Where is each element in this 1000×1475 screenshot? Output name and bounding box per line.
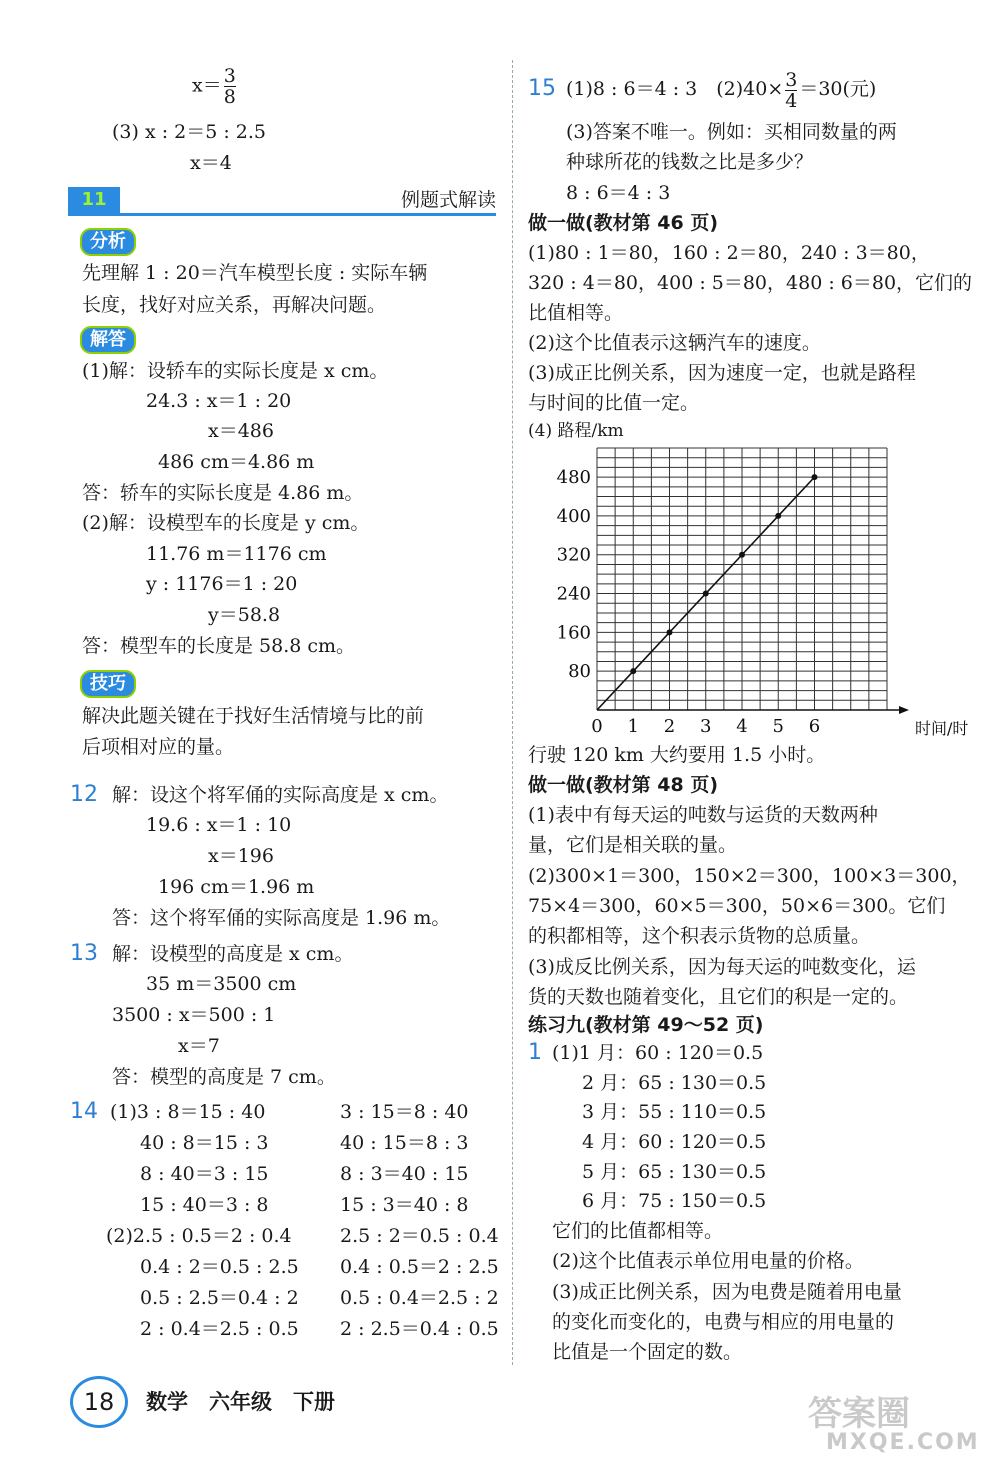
- lian9-line: (3)成正比例关系，因为电费是随着用电量: [552, 1281, 902, 1303]
- question-number: 12: [70, 782, 98, 807]
- q14-line: 8 : 3＝40 : 15: [340, 1163, 469, 1185]
- analysis-text: 先理解 1 : 20＝汽车模型长度 : 实际车辆: [82, 262, 428, 284]
- data-point: [667, 629, 673, 635]
- zuo46-line: 与时间的比值一定。: [528, 392, 700, 414]
- x-equals: x＝: [192, 74, 222, 97]
- zuo48-line: 量，它们是相关联的量。: [528, 834, 738, 856]
- lian9-line: (2)这个比值表示单位用电量的价格。: [552, 1250, 864, 1272]
- q12-line: 196 cm＝1.96 m: [158, 876, 315, 898]
- watermark-logo: 答案圈: [808, 1394, 910, 1434]
- q14-line: (2)2.5 : 0.5＝2 : 0.4: [106, 1225, 292, 1247]
- q14-line: 40 : 15＝8 : 3: [340, 1132, 469, 1154]
- numerator: 3: [223, 65, 236, 87]
- q15-text: (1)8 : 6＝4 : 3 (2)40×: [566, 78, 784, 100]
- answer-line: y＝58.8: [208, 604, 281, 626]
- answer-line: 答：轿车的实际长度是 4.86 m。: [82, 482, 364, 504]
- q14-line: 0.4 : 2＝0.5 : 2.5: [140, 1256, 299, 1278]
- lian9-line: 比值是一个固定的数。: [552, 1341, 743, 1363]
- q14-line: 3 : 15＝8 : 40: [340, 1101, 469, 1123]
- data-point: [812, 474, 818, 480]
- lian9-line: 的变化而变化的，电费与相应的用电量的: [552, 1311, 895, 1333]
- zuo46-line: 320 : 4＝80，400 : 5＝80，480 : 6＝80，它们的: [528, 272, 973, 294]
- y-tick-label: 80: [568, 661, 591, 683]
- x-tick-label: 1: [627, 716, 639, 737]
- x-tick-label: 5: [772, 716, 784, 737]
- answer-line: (2)解：设模型车的长度是 y cm。: [82, 512, 370, 534]
- answer-line: 486 cm＝4.86 m: [158, 451, 315, 473]
- q14-line: 0.5 : 2.5＝0.4 : 2: [140, 1287, 299, 1309]
- x-axis-arrow: [899, 706, 909, 714]
- y-tick-label: 480: [556, 467, 591, 489]
- chart-label: (4) 路程/km: [528, 421, 624, 441]
- equation-line: x＝4: [190, 152, 232, 174]
- zuo48-line: (3)成反比例关系，因为每天运的吨数变化，运: [528, 956, 916, 978]
- chart-conclusion: 行驶 120 km 大约要用 1.5 小时。: [528, 744, 826, 766]
- q13-line: 解：设模型的高度是 x cm。: [112, 943, 354, 965]
- tip-badge: 技巧: [80, 670, 136, 698]
- data-point: [630, 668, 636, 674]
- q14-line: 2 : 2.5＝0.4 : 0.5: [340, 1318, 499, 1340]
- data-point: [739, 552, 745, 558]
- q14-line: 0.5 : 0.4＝2.5 : 2: [340, 1287, 499, 1309]
- q12-line: x＝196: [208, 845, 274, 867]
- answer-line: x＝486: [208, 420, 274, 442]
- q14-line: 15 : 40＝3 : 8: [140, 1194, 269, 1216]
- book-title: 数学 六年级 下册: [146, 1390, 335, 1414]
- x-tick-label: 4: [736, 716, 748, 737]
- distance-time-chart: [540, 436, 980, 756]
- data-point: [775, 513, 781, 519]
- answer-line: y : 1176＝1 : 20: [146, 573, 298, 595]
- zuo46-line: (2)这个比值表示这辆汽车的速度。: [528, 332, 821, 354]
- y-tick-label: 160: [556, 622, 591, 644]
- lian9-line: (1)1 月：60 : 120＝0.5: [552, 1042, 764, 1064]
- q14-line: 40 : 8＝15 : 3: [140, 1132, 269, 1154]
- q15-line1: [566, 64, 876, 114]
- question-number: 14: [70, 1099, 98, 1124]
- q15-text: ＝30(元): [799, 78, 877, 100]
- lian9-line: 2 月：65 : 130＝0.5: [582, 1072, 767, 1094]
- fraction: [224, 66, 236, 107]
- q15-line: 种球所花的钱数之比是多少？: [566, 151, 814, 173]
- lian9-line: 5 月：65 : 130＝0.5: [582, 1161, 767, 1183]
- q13-line: x＝7: [178, 1035, 220, 1057]
- watermark-url: MXQE.COM: [826, 1430, 980, 1455]
- section-rule: [68, 213, 496, 216]
- y-tick-label: 240: [556, 583, 591, 605]
- q13-line: 35 m＝3500 cm: [146, 973, 297, 995]
- y-tick-label: 400: [556, 505, 591, 527]
- zuo48-line: (1)表中有每天运的吨数与运货的天数两种: [528, 804, 878, 826]
- zuo48-line: 的积都相等，这个积表示货物的总质量。: [528, 925, 871, 947]
- answer-line: 答：模型车的长度是 58.8 cm。: [82, 635, 356, 657]
- q14-line: 2.5 : 2＝0.5 : 0.4: [340, 1225, 499, 1247]
- q14-line: 2 : 0.4＝2.5 : 0.5: [140, 1318, 299, 1340]
- zuo46-line: (1)80 : 1＝80，160 : 2＝80，240 : 3＝80，: [528, 242, 930, 264]
- lian9-line: 4 月：60 : 120＝0.5: [582, 1131, 767, 1153]
- section-heading: 练习九(教材第 49～52 页): [528, 1014, 764, 1036]
- zuo48-line: 75×4＝300，60×5＝300，50×6＝300。它们: [528, 895, 946, 917]
- section-title: 例题式解读: [400, 189, 496, 211]
- analysis-text: 长度，找好对应关系，再解决问题。: [82, 294, 387, 316]
- tip-text: 后项相对应的量。: [82, 736, 235, 758]
- page-number-bubble: 18: [70, 1376, 128, 1428]
- answer-line: 11.76 m＝1176 cm: [146, 543, 327, 565]
- question-number: 15: [528, 76, 556, 101]
- tip-text: 解决此题关键在于找好生活情境与比的前: [82, 705, 425, 727]
- fraction-equation: [192, 66, 238, 107]
- answer-badge: 解答: [80, 326, 136, 354]
- question-number: 13: [70, 941, 98, 966]
- section-number-badge: 11: [68, 187, 120, 213]
- q15-line: 8 : 6＝4 : 3: [566, 182, 671, 204]
- q12-line: 19.6 : x＝1 : 10: [146, 814, 292, 836]
- denominator: 8: [223, 86, 236, 108]
- x-tick-label: 0: [591, 716, 603, 737]
- x-tick-label: 2: [663, 716, 676, 737]
- zuo46-line: (3)成正比例关系，因为速度一定，也就是路程: [528, 362, 916, 384]
- section-heading: 做一做(教材第 48 页): [528, 774, 719, 796]
- zuo48-line: (2)300×1＝300，150×2＝300，100×3＝300，: [528, 865, 971, 887]
- q13-line: 答：模型的高度是 7 cm。: [112, 1066, 336, 1088]
- lian9-line: 它们的比值都相等。: [552, 1220, 724, 1242]
- y-tick-label: 320: [556, 544, 591, 566]
- equation-line: (3) x : 2＝5 : 2.5: [112, 121, 267, 143]
- q14-line: (1)3 : 8＝15 : 40: [110, 1101, 266, 1123]
- q14-line: 0.4 : 0.5＝2 : 2.5: [340, 1256, 499, 1278]
- q14-line: 15 : 3＝40 : 8: [340, 1194, 469, 1216]
- lian9-line: 3 月：55 : 110＝0.5: [582, 1101, 767, 1123]
- zuo46-line: 比值相等。: [528, 302, 624, 324]
- q12-line: 解：设这个将军俑的实际高度是 x cm。: [112, 784, 449, 806]
- column-divider: [512, 60, 513, 1365]
- x-tick-label: 3: [700, 716, 712, 737]
- x-tick-label: 6: [808, 716, 821, 737]
- answer-line: (1)解：设轿车的实际长度是 x cm。: [82, 360, 389, 382]
- q15-line: (3)答案不唯一。例如：买相同数量的两: [566, 121, 897, 143]
- x-axis-label: 时间/时: [915, 719, 969, 738]
- analysis-badge: 分析: [80, 228, 136, 256]
- data-point: [703, 591, 709, 597]
- denominator: 4: [785, 89, 798, 112]
- numerator: 3: [785, 68, 798, 91]
- section-header: [68, 185, 496, 215]
- q12-line: 答：这个将军俑的实际高度是 1.96 m。: [112, 907, 451, 929]
- q14-line: 8 : 40＝3 : 15: [140, 1163, 269, 1185]
- lian9-line: 6 月：75 : 150＝0.5: [582, 1190, 767, 1212]
- zuo48-line: 货的天数也随着变化，且它们的积是一定的。: [528, 986, 909, 1008]
- section-heading: 做一做(教材第 46 页): [528, 212, 719, 234]
- q13-line: 3500 : x＝500 : 1: [112, 1004, 276, 1026]
- answer-line: 24.3 : x＝1 : 20: [146, 390, 292, 412]
- fraction: [785, 70, 797, 111]
- question-number: 1: [528, 1040, 542, 1065]
